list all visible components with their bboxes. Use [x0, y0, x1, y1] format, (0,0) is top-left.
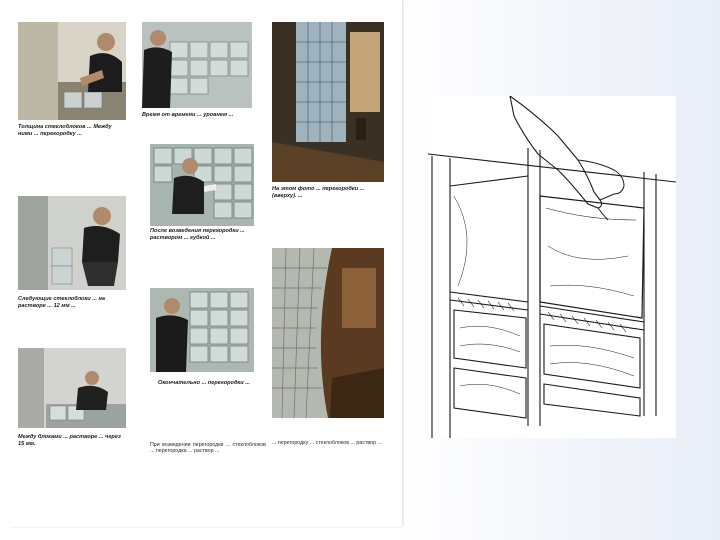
caption-col1-b: Следующие стеклоблоки ... на растворе ... 12 мм ... — [18, 296, 105, 309]
illustration-hand-inserting-glass-block — [428, 96, 676, 438]
caption-col2-b: После возведения перегородки ... раствором ... губкой ... — [150, 228, 245, 241]
caption-col3-a: На этом фото ... перегородки ... (вверху). ... — [272, 186, 365, 199]
caption-col2-c: Окончательно ... перегородки ... — [158, 380, 250, 386]
caption-col1-c: Между блоками ... растворе ... через 15 мм. — [18, 434, 121, 447]
photo-glass-partition-room — [272, 22, 384, 182]
caption-col1-a: Толщина стеклоблоков ... Между ними ... перегородку ... — [18, 124, 112, 137]
photo-curved-glass-wall — [272, 248, 384, 418]
book-page — [10, 0, 402, 527]
photo-grouting-joints — [150, 144, 254, 226]
photo-leveling-wall — [142, 22, 252, 108]
caption-col2-a: Время от времени ... уровнем ... — [142, 112, 234, 118]
body-text-col3: ... перегородку ... стеклоблоков ... раствор ... — [272, 440, 382, 446]
photo-worker-low-wall — [18, 348, 126, 428]
photo-wiping-blocks — [150, 288, 254, 372]
photo-worker-kneeling — [18, 196, 126, 290]
body-text-col2: При возведении перегородки ... стеклоблоков ... перегородка ... раствор ... — [150, 442, 266, 455]
photo-worker-laying-blocks — [18, 22, 126, 120]
